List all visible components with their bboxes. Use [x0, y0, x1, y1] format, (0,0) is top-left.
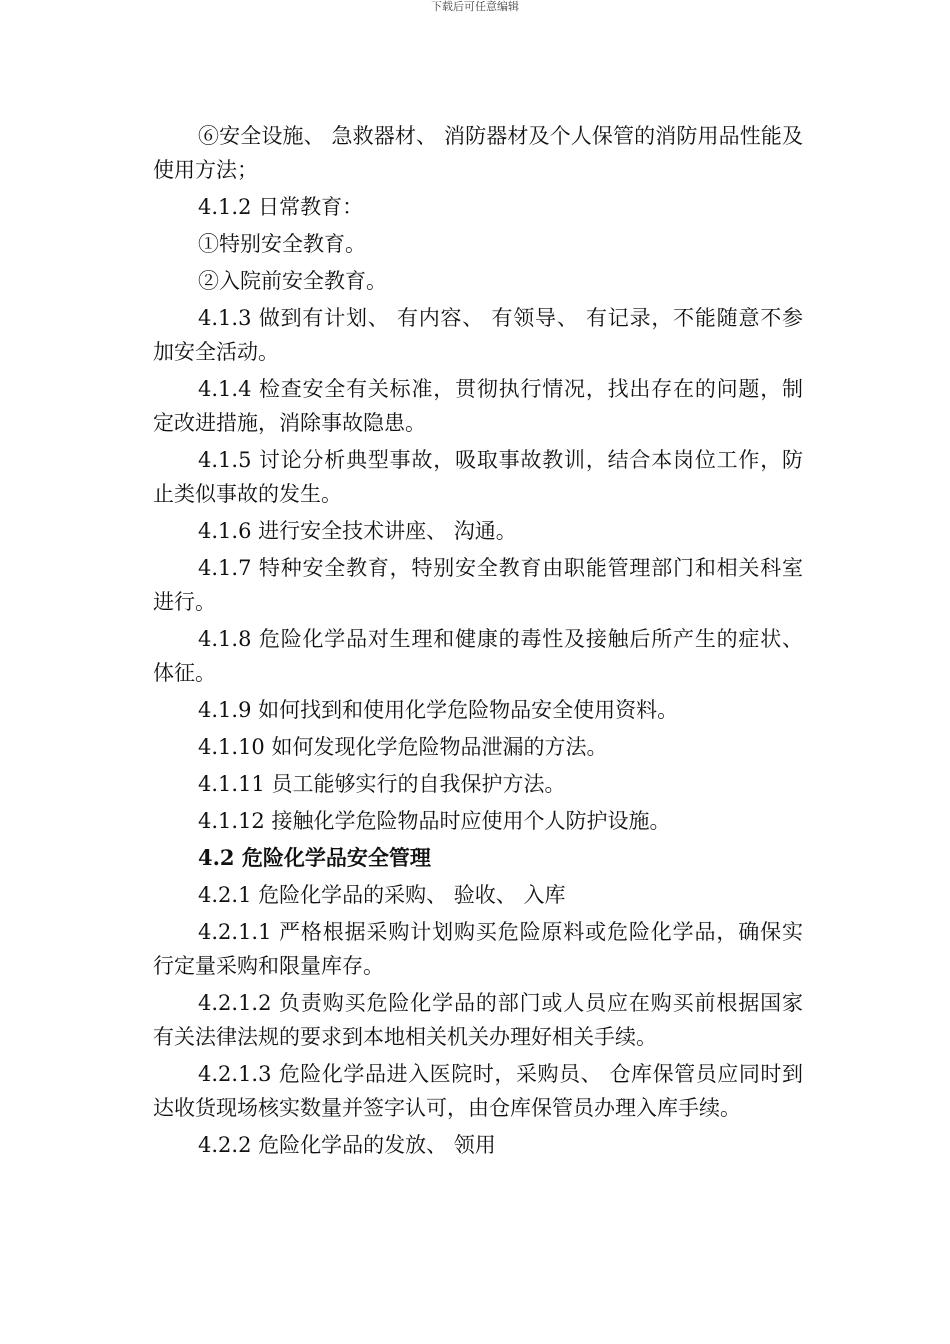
paragraph-4: ②入院前安全教育。 — [198, 269, 387, 293]
document-body — [153, 119, 803, 1165]
section-heading: 4.2 危险化学品安全管理 — [198, 845, 431, 870]
paragraph-20: 4.2.2 危险化学品的发放、 领用 — [198, 1133, 496, 1157]
paragraph-11: 4.1.9 如何找到和使用化学危险物品安全使用资料。 — [198, 698, 679, 722]
paragraph-12: 4.1.10 如何发现化学危险物品泄漏的方法。 — [198, 735, 608, 759]
paragraph-5: 4.1.3 做到有计划、 有内容、 有领导、 有记录，不能随意不参加安全活动。 — [153, 306, 803, 364]
paragraph-3: ①特别安全教育。 — [198, 232, 366, 256]
paragraph-13: 4.1.11 员工能够实行的自我保护方法。 — [198, 772, 566, 796]
paragraph-16: 4.2.1 危险化学品的采购、 验收、 入库 — [198, 883, 566, 907]
paragraph-8: 4.1.6 进行安全技术讲座、 沟通。 — [198, 519, 517, 543]
header-note: 下载后可任意编辑 — [431, 0, 519, 13]
paragraph-19: 4.2.1.3 危险化学品进入医院时，采购员、 仓库保管员应同时到达收货现场核实数量并签字认可，由仓库保管员办理入库手续。 — [153, 1062, 803, 1120]
paragraph-9: 4.1.7 特种安全教育，特别安全教育由职能管理部门和相关科室进行。 — [153, 556, 803, 614]
paragraph-7: 4.1.5 讨论分析典型事故，吸取事故教训，结合本岗位工作，防止类似事故的发生。 — [153, 448, 803, 506]
paragraph-2: 4.1.2 日常教育： — [198, 195, 364, 219]
paragraph-1: ⑥安全设施、 急救器材、 消防器材及个人保管的消防用品性能及使用方法； — [153, 124, 803, 182]
paragraph-17: 4.2.1.1 严格根据采购计划购买危险原料或危险化学品，确保实行定量采购和限量库存。 — [153, 920, 803, 978]
paragraph-14: 4.1.12 接触化学危险物品时应使用个人防护设施。 — [198, 809, 671, 833]
paragraph-18: 4.2.1.2 负责购买危险化学品的部门或人员应在购买前根据国家有关法律法规的要求到本地相关机关办理好相关手续。 — [153, 991, 803, 1049]
paragraph-6: 4.1.4 检查安全有关标准，贯彻执行情况，找出存在的问题，制定改进措施，消除事故隐患。 — [153, 377, 803, 435]
paragraph-10: 4.1.8 危险化学品对生理和健康的毒性及接触后所产生的症状、 体征。 — [153, 627, 803, 685]
